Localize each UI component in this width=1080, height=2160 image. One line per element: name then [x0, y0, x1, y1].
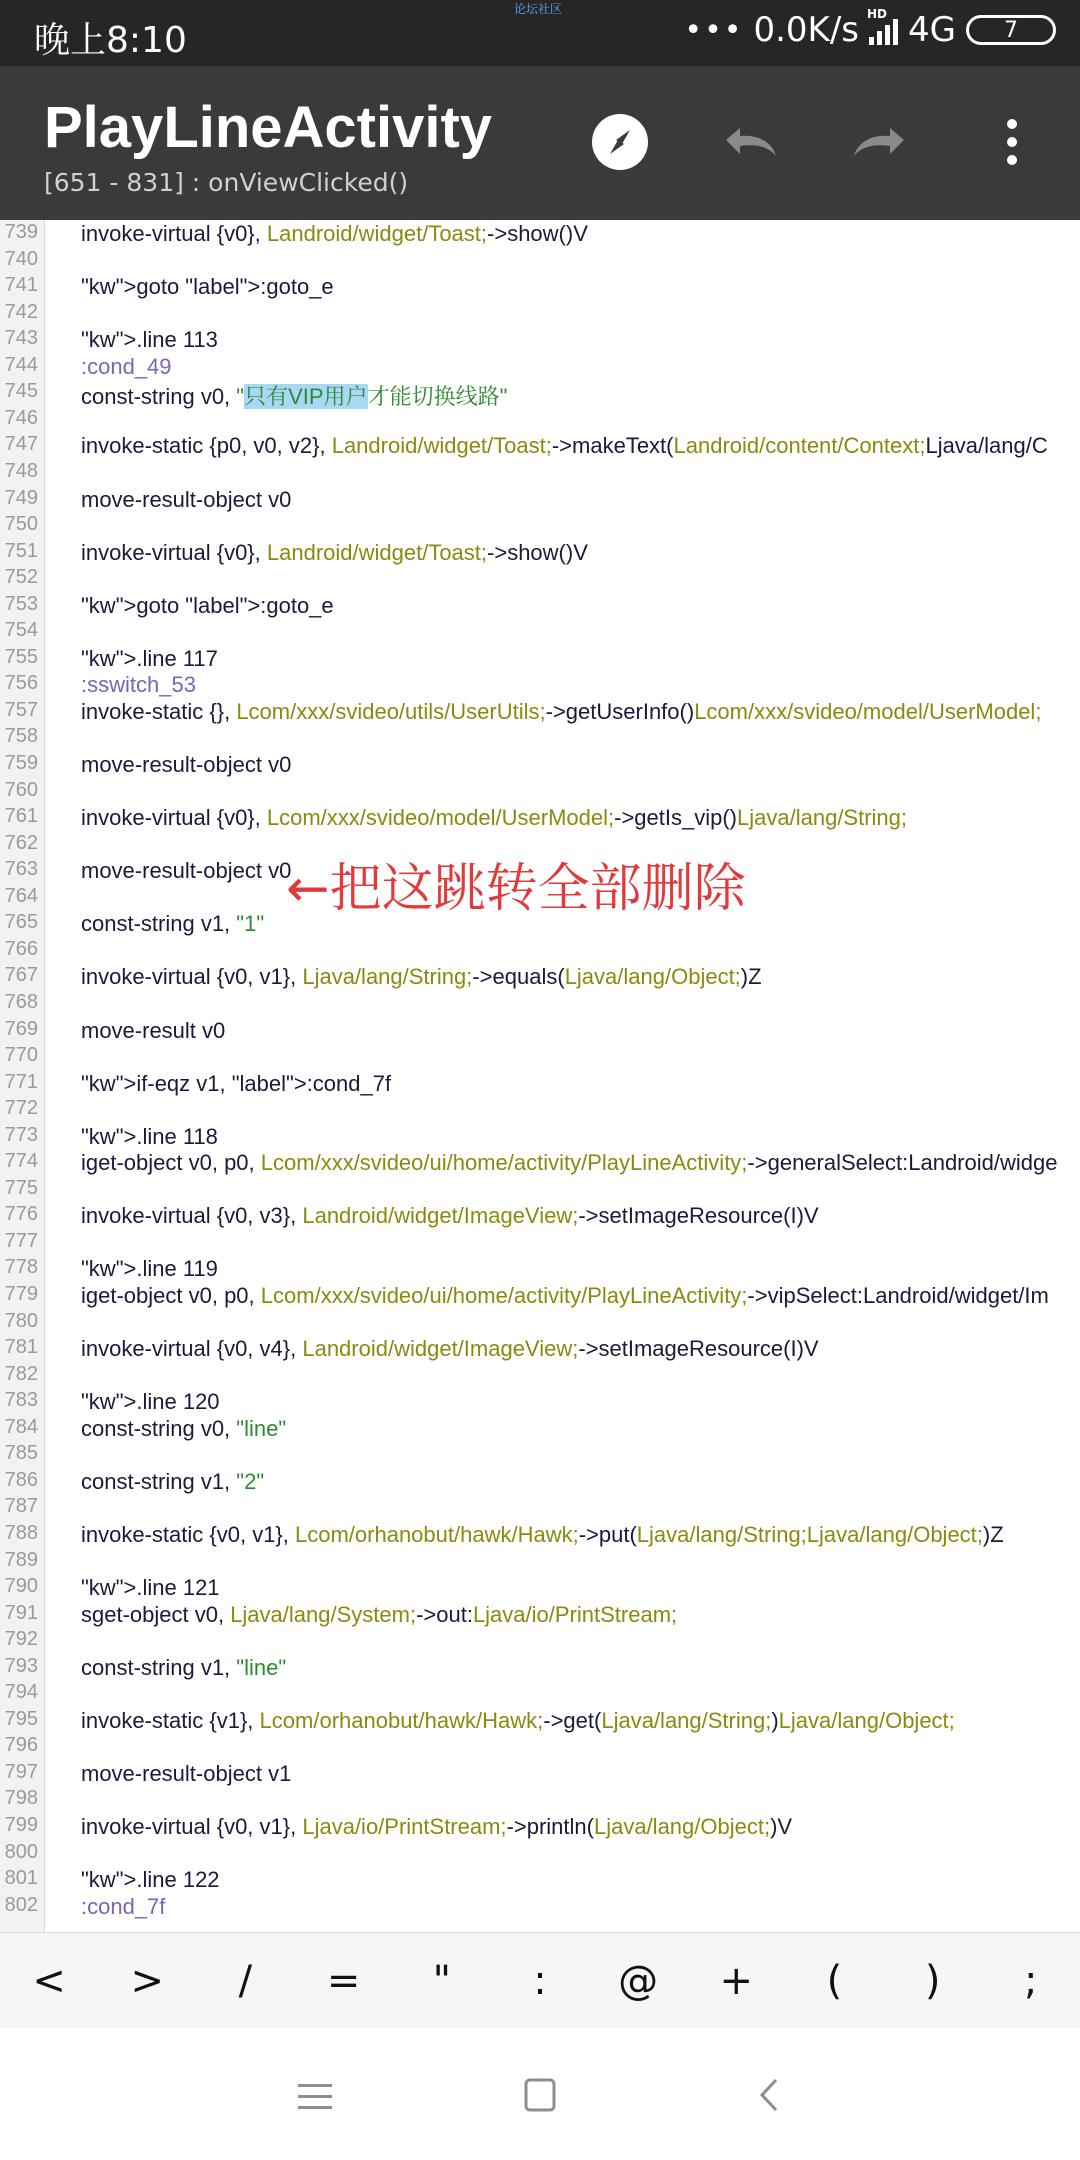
code-line — [0, 1416, 1080, 1443]
code-text: iget-object v0, p0, Lcom/xxx/svideo/ui/home/activity/PlayLineActivity;->vipSelect:Landroid/widget/Im — [81, 1283, 1049, 1308]
more-options-button[interactable] — [980, 110, 1044, 174]
signal-icon — [867, 7, 898, 45]
back-icon — [740, 2066, 800, 2126]
home-button[interactable] — [510, 2066, 570, 2126]
code-line — [0, 1841, 1080, 1868]
code-text: invoke-virtual {v0, v4}, Landroid/widget/ImageView;->setImageResource(I)V — [81, 1336, 819, 1362]
code-text: invoke-virtual {v0}, Landroid/widget/Toast;->show()V — [81, 539, 588, 565]
page-title: PlayLineActivity — [44, 95, 493, 160]
code-line — [0, 1124, 1080, 1151]
code-line — [0, 1867, 1080, 1894]
line-number: 772 — [4, 1097, 38, 1120]
code-line — [0, 274, 1080, 301]
symbol-key[interactable]: < — [32, 1958, 66, 2004]
recent-apps-button[interactable] — [286, 2066, 346, 2126]
line-number: 747 — [4, 433, 38, 456]
system-nav-bar — [0, 2028, 1080, 2160]
line-number: 799 — [4, 1814, 38, 1836]
code-text: const-string v1, "line" — [81, 1654, 287, 1680]
line-number: 745 — [4, 380, 38, 403]
line-number: 750 — [4, 513, 38, 536]
line-number: 798 — [4, 1787, 38, 1810]
code-text: "kw">.line 121 — [81, 1575, 220, 1601]
code-text: invoke-static {p0, v0, v2}, Landroid/widget/Toast;->makeText(Landroid/content/Context;Ljava/lang/C — [81, 433, 1048, 459]
undo-button[interactable] — [718, 110, 782, 174]
symbol-key[interactable]: + — [719, 1958, 754, 2004]
code-text: invoke-virtual {v0, v1}, Ljava/io/PrintStream;->println(Ljava/lang/Object;)V — [81, 1814, 793, 1839]
code-line — [0, 1097, 1080, 1124]
code-text: const-string v1, "2" — [81, 1468, 265, 1494]
code-line — [0, 487, 1080, 514]
code-line — [0, 619, 1080, 646]
line-number: 756 — [4, 672, 38, 695]
line-number: 777 — [4, 1229, 38, 1252]
line-number: 771 — [4, 1070, 38, 1093]
line-number: 746 — [4, 406, 38, 429]
line-number: 761 — [4, 805, 38, 828]
line-number: 753 — [4, 592, 38, 615]
more-vert-icon — [1002, 118, 1022, 166]
battery-icon — [966, 15, 1056, 45]
code-line — [0, 1628, 1080, 1655]
line-number: 758 — [4, 725, 38, 748]
code-line — [0, 779, 1080, 806]
code-line — [0, 1495, 1080, 1522]
status-right-group — [684, 7, 1056, 50]
code-text: move-result-object v0 — [81, 858, 292, 884]
symbol-key[interactable]: : — [533, 1958, 547, 2004]
line-number: 766 — [4, 937, 38, 960]
line-number: 784 — [4, 1415, 38, 1438]
code-text: sget-object v0, Ljava/lang/System;->out:Ljava/io/PrintStream; — [81, 1601, 678, 1627]
line-number: 794 — [4, 1681, 38, 1704]
code-line — [0, 593, 1080, 620]
line-number: 773 — [4, 1123, 38, 1146]
line-number: 797 — [4, 1760, 38, 1783]
line-number: 767 — [4, 964, 38, 987]
code-text: invoke-virtual {v0, v1}, Ljava/lang/String;->equals(Ljava/lang/Object;)Z — [81, 964, 762, 990]
line-number: 788 — [4, 1521, 38, 1544]
code-line — [0, 1787, 1080, 1814]
line-number: 778 — [4, 1256, 38, 1279]
line-number: 769 — [4, 1017, 38, 1040]
status-bar — [0, 0, 1080, 66]
code-line — [0, 1761, 1080, 1788]
code-line — [0, 699, 1080, 726]
code-line — [0, 1575, 1080, 1602]
code-text: invoke-static {v0, v1}, Lcom/orhanobut/hawk/Hawk;->put(Ljava/lang/String;Ljava/lang/Object;)Z — [81, 1521, 1004, 1547]
code-line — [0, 1655, 1080, 1682]
undo-icon — [718, 122, 782, 162]
home-icon — [510, 2066, 570, 2126]
line-number: 774 — [4, 1150, 38, 1173]
code-line — [0, 513, 1080, 540]
symbol-key[interactable]: > — [130, 1958, 164, 2004]
code-line — [0, 433, 1080, 460]
line-number: 783 — [4, 1389, 38, 1412]
page-subtitle: [651 - 831] : onViewClicked() — [44, 168, 409, 197]
code-line — [0, 1389, 1080, 1416]
code-text: iget-object v0, p0, Lcom/xxx/svideo/ui/home/activity/PlayLineActivity;->generalSelect:Landroid/widge — [81, 1150, 1058, 1176]
code-line — [0, 380, 1080, 410]
line-number: 748 — [4, 459, 38, 482]
line-number: 764 — [4, 884, 38, 907]
annotation-arrow-text: ←把这跳转全部删除 — [286, 859, 746, 919]
redo-button[interactable] — [848, 110, 912, 174]
code-line — [0, 991, 1080, 1018]
code-line — [0, 1814, 1080, 1841]
code-text: invoke-static {}, Lcom/xxx/svideo/utils/UserUtils;->getUserInfo()Lcom/xxx/svideo/model/UserModel; — [81, 698, 1042, 724]
code-line — [0, 1230, 1080, 1257]
network-speed: 0.0K/s — [753, 10, 860, 50]
line-number: 765 — [4, 911, 38, 934]
code-text: invoke-virtual {v0}, Landroid/widget/Toast;->show()V — [81, 221, 588, 246]
code-line — [0, 805, 1080, 832]
code-line — [0, 1894, 1080, 1921]
line-number: 802 — [4, 1893, 38, 1916]
line-number: 790 — [4, 1575, 38, 1598]
code-line — [0, 221, 1080, 248]
code-line — [0, 566, 1080, 593]
line-number: 793 — [4, 1654, 38, 1677]
code-text: "kw">.line 117 — [81, 645, 218, 671]
line-number: 760 — [4, 778, 38, 801]
line-number: 768 — [4, 990, 38, 1013]
line-number: 789 — [4, 1548, 38, 1571]
code-line — [0, 1363, 1080, 1390]
code-text: move-result-object v1 — [81, 1760, 292, 1786]
code-text: const-string v1, "1" — [81, 911, 265, 937]
symbol-key[interactable]: ; — [1024, 1958, 1038, 2004]
symbol-key[interactable]: ) — [924, 1958, 941, 2004]
code-text: invoke-static {v1}, Lcom/orhanobut/hawk/Hawk;->get(Ljava/lang/String;)Ljava/lang/Object; — [81, 1707, 955, 1733]
code-line — [0, 752, 1080, 779]
network-type: 4G — [908, 10, 956, 50]
code-line — [0, 1310, 1080, 1337]
code-text: :cond_49 — [81, 353, 172, 379]
line-number: 770 — [4, 1044, 38, 1067]
code-line — [0, 725, 1080, 752]
line-number: 801 — [4, 1867, 38, 1890]
line-number: 757 — [4, 698, 38, 721]
code-line — [0, 1708, 1080, 1735]
battery-level: 7 — [1004, 17, 1018, 43]
line-number: 749 — [4, 486, 38, 509]
hd-badge: HD — [867, 7, 888, 21]
code-text: "kw">if-eqz v1, "label">:cond_7f — [81, 1070, 392, 1096]
symbol-key[interactable]: @ — [618, 1958, 659, 2004]
code-line — [0, 1256, 1080, 1283]
code-line — [0, 407, 1080, 434]
code-line — [0, 1150, 1080, 1177]
code-line — [0, 327, 1080, 354]
code-text: move-result v0 — [81, 1017, 226, 1043]
code-line — [0, 1549, 1080, 1576]
code-line — [0, 672, 1080, 699]
code-text: :cond_7f — [81, 1893, 166, 1919]
line-number: 779 — [4, 1283, 38, 1305]
code-text: const-string v0, "line" — [81, 1415, 287, 1441]
status-time: 晚上8:10 — [34, 20, 187, 61]
line-number: 795 — [4, 1707, 38, 1730]
code-editor[interactable] — [0, 220, 1080, 1932]
line-number: 755 — [4, 645, 38, 668]
code-text: "kw">goto "label">:goto_e — [81, 274, 334, 300]
line-number: 796 — [4, 1734, 38, 1757]
code-line — [0, 460, 1080, 487]
code-line — [0, 646, 1080, 673]
symbol-key[interactable]: ( — [826, 1958, 843, 2004]
line-number: 781 — [4, 1336, 38, 1359]
code-line — [0, 1071, 1080, 1098]
line-number: 763 — [4, 858, 38, 881]
code-line — [0, 1522, 1080, 1549]
code-line — [0, 964, 1080, 991]
line-number: 759 — [4, 752, 38, 774]
code-line — [0, 1336, 1080, 1363]
line-number: 786 — [4, 1468, 38, 1491]
menu-icon — [286, 2066, 346, 2126]
code-line — [0, 1203, 1080, 1230]
status-center-label: 论坛社区 — [514, 2, 563, 16]
code-line — [0, 1602, 1080, 1629]
line-number: 785 — [4, 1442, 38, 1465]
line-number: 762 — [4, 831, 38, 854]
code-line — [0, 1018, 1080, 1045]
compass-icon — [592, 114, 648, 170]
line-number: 776 — [4, 1203, 38, 1226]
code-text: "kw">.line 122 — [81, 1867, 220, 1893]
line-number: 754 — [4, 619, 38, 642]
line-number: 792 — [4, 1628, 38, 1651]
code-line — [0, 354, 1080, 381]
code-line — [0, 1734, 1080, 1761]
code-text: :sswitch_53 — [81, 672, 196, 698]
code-line — [0, 1177, 1080, 1204]
symbol-key[interactable]: = — [326, 1958, 361, 2004]
symbol-key[interactable]: / — [238, 1958, 253, 2004]
code-text: "kw">.line 119 — [81, 1256, 218, 1282]
line-number: 787 — [4, 1495, 38, 1518]
line-number: 739 — [4, 221, 38, 243]
redo-icon — [848, 122, 912, 162]
line-number: 800 — [4, 1840, 38, 1863]
line-number: 780 — [4, 1309, 38, 1332]
back-button[interactable] — [740, 2066, 800, 2126]
code-line — [0, 1044, 1080, 1071]
code-line — [0, 1469, 1080, 1496]
line-number: 740 — [4, 247, 38, 270]
symbol-keybar — [0, 1932, 1080, 2029]
line-number: 791 — [4, 1601, 38, 1624]
code-text: invoke-virtual {v0}, Lcom/xxx/svideo/model/UserModel;->getIs_vip()Ljava/lang/String; — [81, 805, 908, 831]
line-number: 741 — [4, 274, 38, 297]
line-number: 751 — [4, 539, 38, 562]
code-text: move-result-object v0 — [81, 752, 292, 777]
app-toolbar — [0, 66, 1080, 220]
code-line — [0, 248, 1080, 275]
code-line — [0, 1681, 1080, 1708]
code-text: invoke-virtual {v0, v3}, Landroid/widget/ImageView;->setImageResource(I)V — [81, 1203, 819, 1229]
code-text: move-result-object v0 — [81, 486, 292, 512]
line-number: 743 — [4, 327, 38, 350]
symbol-key[interactable]: " — [432, 1958, 451, 2004]
code-line — [0, 301, 1080, 328]
line-number: 782 — [4, 1362, 38, 1385]
code-text: "kw">.line 113 — [81, 327, 218, 353]
code-text: "kw">.line 118 — [81, 1123, 218, 1149]
status-dots: ••• — [684, 12, 744, 48]
line-number: 742 — [4, 300, 38, 323]
code-line — [0, 938, 1080, 965]
line-number: 752 — [4, 566, 38, 589]
line-number: 775 — [4, 1176, 38, 1199]
line-number: 744 — [4, 353, 38, 376]
code-line — [0, 540, 1080, 567]
code-line — [0, 1442, 1080, 1469]
code-text: "kw">goto "label">:goto_e — [81, 592, 334, 618]
code-text: "kw">.line 120 — [81, 1389, 220, 1415]
compass-button[interactable] — [588, 110, 652, 174]
code-line — [0, 1283, 1080, 1310]
code-text: const-string v0, "只有VIP用户才能切换线路" — [81, 384, 508, 410]
